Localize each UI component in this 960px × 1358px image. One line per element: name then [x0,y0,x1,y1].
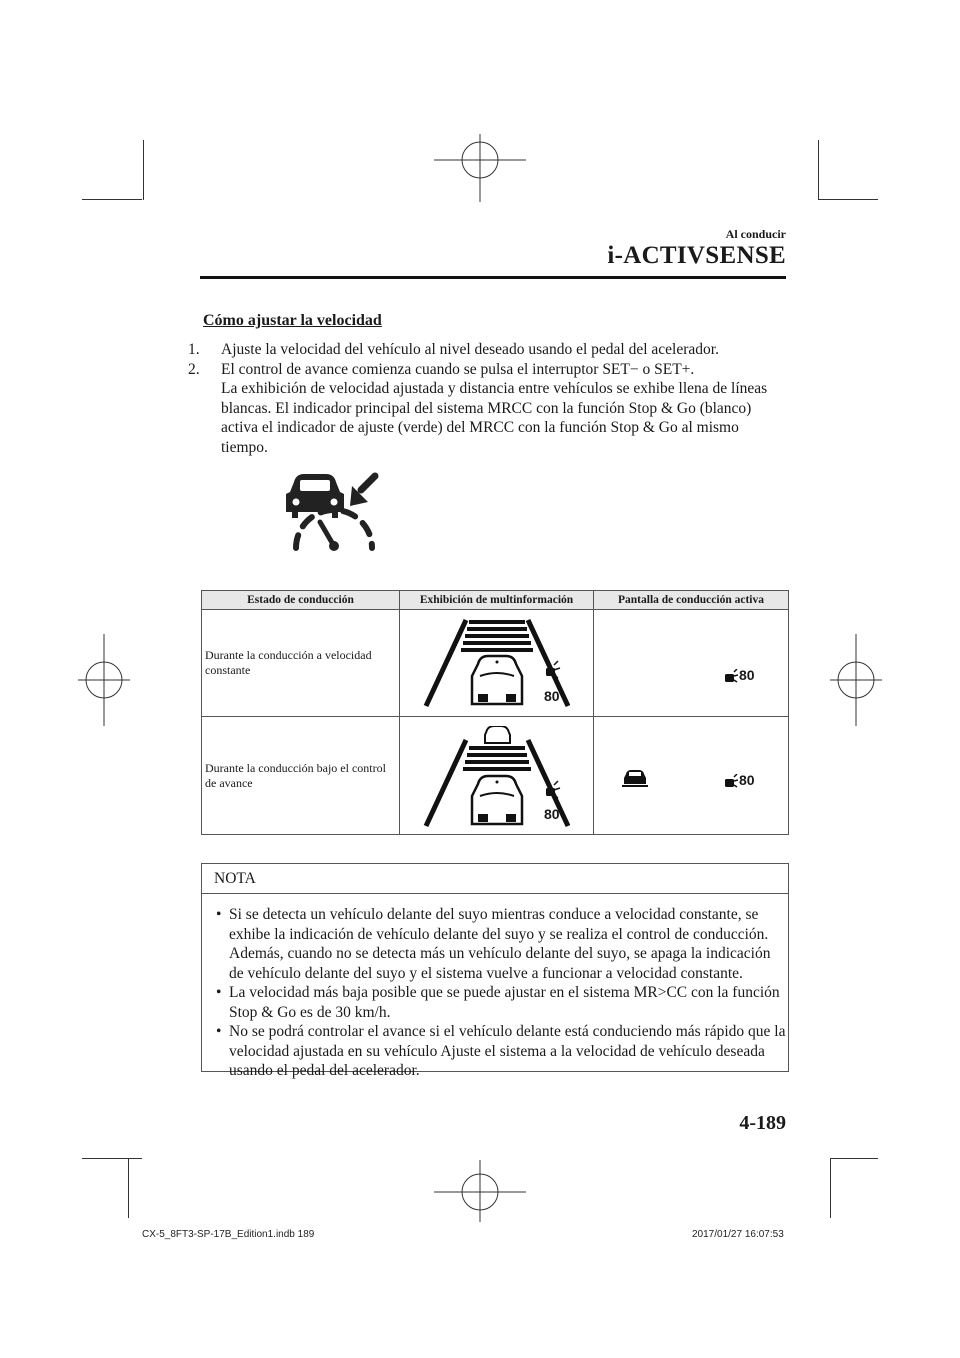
registration-mark-bottom [434,1160,526,1222]
step-number: 2. [188,360,200,378]
note-list [216,905,788,1081]
note-item-text: La velocidad más baja posible que se puede ajustar en el sistema MR>CC con la función Stop & Go es de 30 km/h. [229,984,780,1021]
step-item [188,340,788,360]
driving-state-text: Durante la conducción a velocidad constante [205,648,372,677]
set-speed-value: 80 [739,772,755,788]
note-title: NOTA [214,870,256,887]
step-number: 1. [188,341,200,358]
registration-mark-right [830,634,882,726]
driving-state-cell [202,610,399,716]
mrcc-small-icon [724,669,738,683]
active-driving-display-cell [593,610,788,716]
footer-filename: CX-5_8FT3-SP-17B_Edition1.indb 189 [142,1229,315,1240]
note-item: • La velocidad más baja posible que se puede ajustar en el sistema MR>CC con la función Stop & Go es de 30 km/h. [216,984,780,1021]
step-continuation: La exhibición de velocidad ajustada y distancia entre vehículos se exhibe llena de líneas blancas. El indicador principal del sistema MRCC con la función Stop & Go (blanco) activa el indicador de ajuste (verde) del MRCC con la función Stop & Go al mismo tiempo. [221,380,768,456]
page-number: 4-189 [739,1112,786,1134]
header-rule [200,276,786,279]
table-header-row [202,591,788,609]
column-header: Estado de conducción [247,594,354,606]
vehicle-ahead-icon [622,768,648,788]
driving-state-text: Durante la conducción bajo el control de avance [205,760,386,790]
note-item: • Si se detecta un vehículo delante del suyo mientras conduce a velocidad constante, se exhibe la indicación de vehículo delante del suyo y se realiza el control de conducción. Además, cuando no se detecta más un vehículo delante del suyo, se apaga la indicación de vehículo delante del suyo y el sistema vuelve a funcionar a velocidad constante. [216,906,771,982]
set-speed-value: 80 [739,667,755,683]
note-item: • No se podrá controlar el avance si el vehículo delante está conduciendo más rápido que la velocidad ajustada en su vehículo Ajuste el sistema a la velocidad de vehículo deseada usando el pedal del acelerador. [216,1023,786,1079]
steps-list [188,340,788,457]
registration-mark-top [434,134,526,202]
footer-timestamp: 2017/01/27 16:07:53 [692,1229,784,1240]
page-heading: i-ACTIVSENSE [607,242,786,269]
step-text: Ajuste la velocidad del vehículo al nivel deseado usando el pedal del acelerador. [221,341,719,358]
table-row [202,609,788,716]
set-speed-value: 80 [544,806,560,822]
section-title: Cómo ajustar la velocidad [203,312,382,329]
step-item [188,360,788,458]
note-box [201,863,789,1079]
active-driving-display-cell [593,717,788,834]
note-divider [202,893,788,894]
chapter-label: Al conducir [725,227,786,241]
step-text: El control de avance comienza cuando se pulsa el interruptor SET− o SET+. [221,360,695,378]
mrcc-display-table [201,590,789,835]
table-row [202,716,788,834]
registration-mark-left [78,634,130,726]
column-header: Pantalla de conducción activa [593,591,788,609]
driving-state-cell [202,717,399,834]
note-item-text: No se podrá controlar el avance si el vehículo delante está conduciendo más rápido que la velocidad ajustada en su vehículo Ajuste el sistema a la velocidad de vehículo deseada usando el pedal del acelerador. [229,1023,786,1079]
set-speed-value: 80 [544,688,560,704]
mrcc-small-icon [724,774,738,788]
mrcc-indicator-icon [282,470,384,552]
multi-info-display-cell [399,610,593,716]
multi-info-display-cell [399,717,593,834]
column-header: Exhibición de multinformación [399,591,593,609]
note-item-text: Si se detecta un vehículo delante del suyo mientras conduce a velocidad constante, se exhibe la indicación de vehículo delante del suyo y se realiza el control de conducción. Además, cuando no se detecta más un vehículo delante del suyo, se apaga la indicación de vehículo delante del suyo y el sistema vuelve a funcionar a velocidad constante. [229,906,771,982]
